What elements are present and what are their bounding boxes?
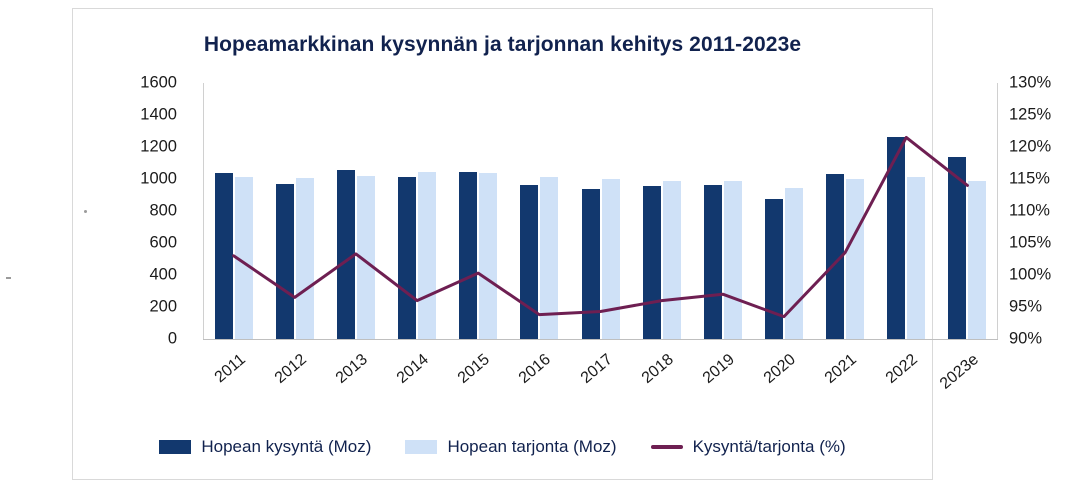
x-axis-tick-label: 2015 [454,351,494,387]
y-axis-right-tick: 95% [1009,297,1043,316]
x-axis-tick-label: 2012 [271,351,310,387]
y-axis-left-tick: 400 [149,265,177,284]
y-axis-left-tick: 1400 [140,105,177,124]
chart-legend [73,437,932,457]
y-axis-left-tick: 1600 [140,73,177,92]
line-series-ratio [234,137,968,316]
legend-label: Kysyntä/tarjonta (%) [692,437,846,456]
chart-title: Hopeamarkkinan kysynnän ja tarjonnan kehitys 2011-2023e [203,33,802,56]
line-series-svg [203,83,998,339]
x-axis-tick-label: 2017 [577,351,616,387]
y-axis-right-tick: 125% [1009,105,1052,124]
y-axis-right-tick: 110% [1009,201,1050,220]
y-axis-left-tick: 0 [167,329,177,348]
legend-square-swatch-icon [159,440,191,454]
y-axis-left-tick: 200 [149,297,177,316]
x-axis-tick-label: 2021 [821,351,861,387]
y-axis-right-tick: 105% [1009,233,1052,252]
x-axis-tick-label: 2022 [882,351,922,387]
y-axis-left-tick: 800 [149,201,177,220]
y-axis-right-tick: 120% [1009,137,1052,156]
stray-mark-edge [6,277,11,279]
y-axis-right-tick: 115% [1009,169,1050,188]
y-axis-left-tick: 600 [149,233,177,252]
y-axis-right-tick: 130% [1009,73,1052,92]
y-axis-left-tick: 1200 [140,137,177,156]
legend-item[interactable] [405,437,616,457]
x-axis-tick-label: 2016 [516,351,555,387]
y-axis-right [1009,73,1089,348]
stray-mark-left [84,210,87,213]
legend-label: Hopean tarjonta (Moz) [447,437,617,456]
x-axis-tick-label: 2020 [760,351,799,387]
x-axis-tick-label: 2018 [638,351,677,387]
plot-region [140,73,1052,393]
plot-area [203,83,998,339]
legend-item[interactable] [159,437,371,457]
y-axis-left-tick: 1000 [140,169,177,188]
y-axis-right-tick: 100% [1009,265,1052,284]
legend-item[interactable] [651,437,846,457]
legend-square-swatch-icon [405,440,437,454]
x-axis-tick-label: 2011 [211,351,249,387]
x-axis-tick-label: 2014 [393,351,432,387]
legend-label: Hopean kysyntä (Moz) [201,437,372,456]
chart-card [72,8,1052,480]
legend-line-swatch-icon [651,445,683,449]
x-axis-tick-label: 2013 [332,351,371,387]
x-axis-tick-label: 2019 [699,351,738,387]
y-axis-right-tick: 90% [1009,329,1043,348]
x-axis-tick-label: 2023e [937,351,983,393]
x-axis-line [203,339,998,340]
